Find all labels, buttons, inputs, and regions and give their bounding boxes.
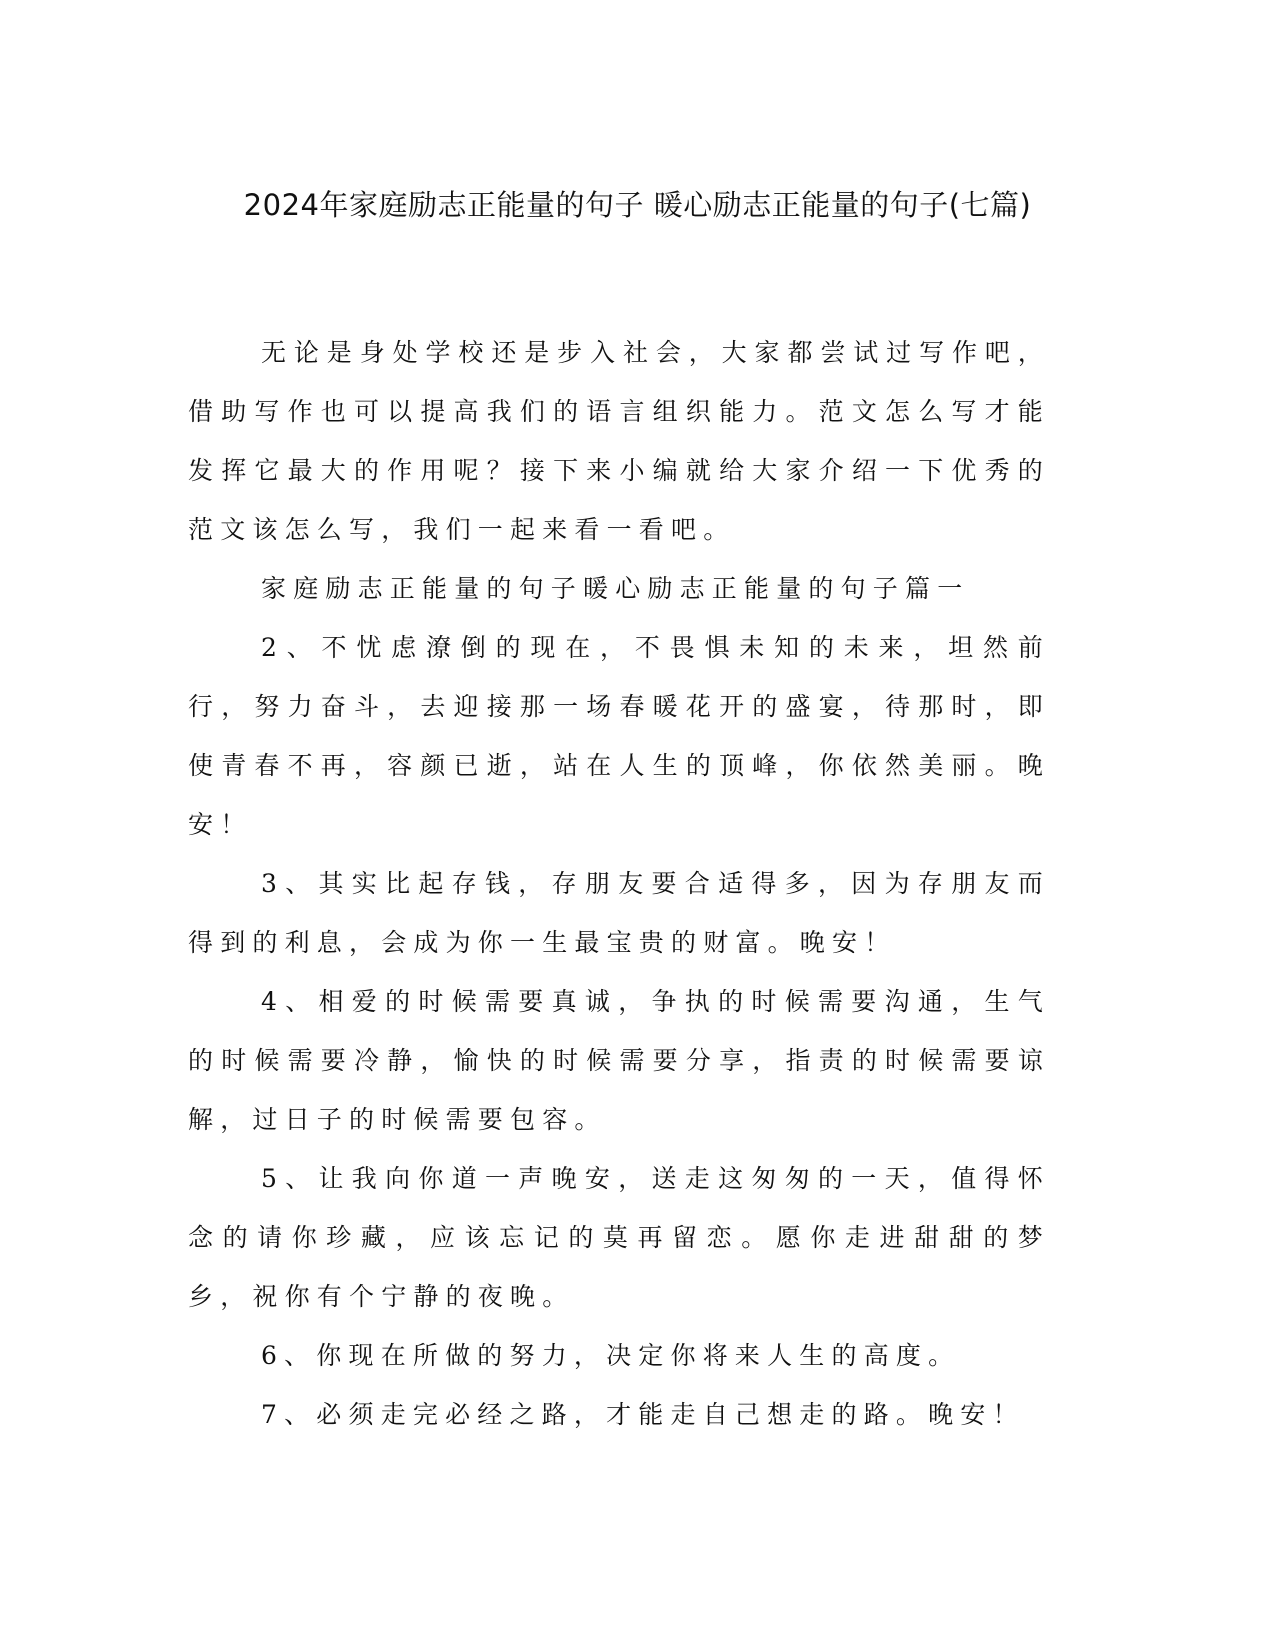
quote-paragraph-5: 5、让我向你道一声晚安，送走这匆匆的一天，值得怀念的请你珍藏，应该忘记的莫再留恋。愿你走进甜甜的梦乡，祝你有个宁静的夜晚。 xyxy=(188,1164,1050,1311)
quote-paragraph-3: 3、其实比起存钱，存朋友要合适得多，因为存朋友而得到的利息，会成为你一生最宝贵的财富。晚安！ xyxy=(188,869,1050,957)
intro-paragraph: 无论是身处学校还是步入社会，大家都尝试过写作吧，借助写作也可以提高我们的语言组织能力。范文怎么写才能发挥它最大的作用呢？接下来小编就给大家介绍一下优秀的范文该怎么写，我们一起来看一看吧。 xyxy=(188,338,1050,544)
quote-paragraph-6: 6、你现在所做的努力，决定你将来人生的高度。 xyxy=(261,1341,961,1370)
document-title: 2024年家庭励志正能量的句子 暖心励志正能量的句子(七篇) xyxy=(243,188,1032,222)
quote-paragraph-4: 4、相爱的时候需要真诚，争执的时候需要沟通，生气的时候需要冷静，愉快的时候需要分享，指责的时候需要谅解，过日子的时候需要包容。 xyxy=(188,987,1050,1134)
section-heading: 家庭励志正能量的句子暖心励志正能量的句子篇一 xyxy=(261,574,970,603)
document-body xyxy=(188,323,1050,1444)
quote-paragraph-7: 7、必须走完必经之路，才能走自己想走的路。晚安！ xyxy=(261,1400,1025,1429)
quote-paragraph-2: 2、不忧虑潦倒的现在，不畏惧未知的未来，坦然前行，努力奋斗，去迎接那一场春暖花开的盛宴，待那时，即使青春不再，容颜已逝，站在人生的顶峰，你依然美丽。晚安！ xyxy=(188,633,1050,839)
